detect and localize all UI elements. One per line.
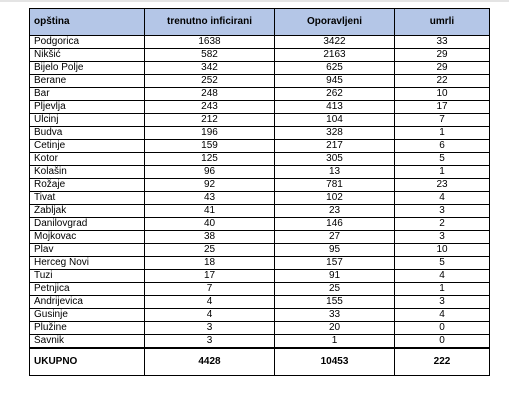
- deaths-cell: 29: [395, 49, 490, 62]
- currently-infected-cell: 248: [145, 88, 275, 101]
- deaths-cell: 23: [395, 179, 490, 192]
- recovered-cell: 91: [275, 270, 395, 283]
- table-row: [30, 283, 490, 296]
- table-row: [30, 36, 490, 49]
- recovered-cell: 157: [275, 257, 395, 270]
- municipality-cell: Kolašin: [30, 166, 145, 179]
- deaths-cell: 7: [395, 114, 490, 127]
- deaths-cell: 6: [395, 140, 490, 153]
- recovered-cell: 2163: [275, 49, 395, 62]
- recovered-cell: 25: [275, 283, 395, 296]
- table-row: [30, 257, 490, 270]
- deaths-cell: 3: [395, 231, 490, 244]
- currently-infected-cell: 41: [145, 205, 275, 218]
- currently-infected-cell: 92: [145, 179, 275, 192]
- deaths-cell: 3: [395, 296, 490, 309]
- table-row: [30, 218, 490, 231]
- currently-infected-cell: 38: [145, 231, 275, 244]
- municipality-cell: Danilovgrad: [30, 218, 145, 231]
- table-row: [30, 75, 490, 88]
- table-row: [30, 192, 490, 205]
- table-row: [30, 101, 490, 114]
- recovered-cell: 1: [275, 335, 395, 349]
- deaths-cell: 1: [395, 166, 490, 179]
- header-recovered: Oporavljeni: [275, 9, 395, 36]
- municipality-cell: Budva: [30, 127, 145, 140]
- deaths-cell: 4: [395, 270, 490, 283]
- total-recovered: 10453: [275, 348, 395, 376]
- recovered-cell: 945: [275, 75, 395, 88]
- municipality-cell: Mojkovac: [30, 231, 145, 244]
- currently-infected-cell: 582: [145, 49, 275, 62]
- deaths-cell: 4: [395, 192, 490, 205]
- deaths-cell: 5: [395, 257, 490, 270]
- table-row: [30, 153, 490, 166]
- municipality-cell: Rožaje: [30, 179, 145, 192]
- municipality-cell: Kotor: [30, 153, 145, 166]
- deaths-cell: 17: [395, 101, 490, 114]
- currently-infected-cell: 243: [145, 101, 275, 114]
- municipality-cell: Gusinje: [30, 309, 145, 322]
- table-row: [30, 205, 490, 218]
- currently-infected-cell: 125: [145, 153, 275, 166]
- total-row: [30, 348, 490, 376]
- recovered-cell: 33: [275, 309, 395, 322]
- recovered-cell: 155: [275, 296, 395, 309]
- recovered-cell: 305: [275, 153, 395, 166]
- municipality-cell: Tivat: [30, 192, 145, 205]
- currently-infected-cell: 7: [145, 283, 275, 296]
- table-row: [30, 270, 490, 283]
- deaths-cell: 33: [395, 36, 490, 49]
- municipality-cell: Bijelo Polje: [30, 62, 145, 75]
- covid-stats-table: [29, 8, 490, 376]
- deaths-cell: 0: [395, 335, 490, 349]
- currently-infected-cell: 3: [145, 322, 275, 335]
- currently-infected-cell: 25: [145, 244, 275, 257]
- municipality-cell: Žabljak: [30, 205, 145, 218]
- table-row: [30, 140, 490, 153]
- municipality-cell: Petnjica: [30, 283, 145, 296]
- recovered-cell: 23: [275, 205, 395, 218]
- deaths-cell: 22: [395, 75, 490, 88]
- currently-infected-cell: 3: [145, 335, 275, 349]
- recovered-cell: 262: [275, 88, 395, 101]
- recovered-cell: 146: [275, 218, 395, 231]
- municipality-cell: Cetinje: [30, 140, 145, 153]
- total-label: UKUPNO: [30, 348, 145, 376]
- deaths-cell: 1: [395, 283, 490, 296]
- recovered-cell: 102: [275, 192, 395, 205]
- municipality-cell: Berane: [30, 75, 145, 88]
- municipality-cell: Ulcinj: [30, 114, 145, 127]
- deaths-cell: 5: [395, 153, 490, 166]
- total-deaths: 222: [395, 348, 490, 376]
- municipality-cell: Plav: [30, 244, 145, 257]
- recovered-cell: 104: [275, 114, 395, 127]
- header-row: [30, 9, 490, 36]
- deaths-cell: 10: [395, 244, 490, 257]
- currently-infected-cell: 40: [145, 218, 275, 231]
- table-row: [30, 88, 490, 101]
- municipality-cell: Herceg Novi: [30, 257, 145, 270]
- municipality-cell: Šavnik: [30, 335, 145, 349]
- currently-infected-cell: 17: [145, 270, 275, 283]
- table-row: [30, 296, 490, 309]
- header-municipality: opština: [30, 9, 145, 36]
- currently-infected-cell: 196: [145, 127, 275, 140]
- deaths-cell: 1: [395, 127, 490, 140]
- currently-infected-cell: 4: [145, 309, 275, 322]
- recovered-cell: 413: [275, 101, 395, 114]
- recovered-cell: 95: [275, 244, 395, 257]
- recovered-cell: 13: [275, 166, 395, 179]
- recovered-cell: 217: [275, 140, 395, 153]
- municipality-cell: Andrijevica: [30, 296, 145, 309]
- table-row: [30, 49, 490, 62]
- deaths-cell: 10: [395, 88, 490, 101]
- municipality-cell: Bar: [30, 88, 145, 101]
- currently-infected-cell: 1638: [145, 36, 275, 49]
- table-row: [30, 309, 490, 322]
- deaths-cell: 0: [395, 322, 490, 335]
- currently-infected-cell: 4: [145, 296, 275, 309]
- recovered-cell: 781: [275, 179, 395, 192]
- municipality-cell: Nikšić: [30, 49, 145, 62]
- table-row: [30, 127, 490, 140]
- table-row: [30, 335, 490, 349]
- table-row: [30, 231, 490, 244]
- table-row: [30, 244, 490, 257]
- municipality-cell: Pljevlja: [30, 101, 145, 114]
- currently-infected-cell: 159: [145, 140, 275, 153]
- table-row: [30, 114, 490, 127]
- currently-infected-cell: 18: [145, 257, 275, 270]
- total-currently-infected: 4428: [145, 348, 275, 376]
- recovered-cell: 20: [275, 322, 395, 335]
- deaths-cell: 2: [395, 218, 490, 231]
- table-row: [30, 62, 490, 75]
- currently-infected-cell: 43: [145, 192, 275, 205]
- currently-infected-cell: 252: [145, 75, 275, 88]
- currently-infected-cell: 96: [145, 166, 275, 179]
- municipality-cell: Tuzi: [30, 270, 145, 283]
- currently-infected-cell: 212: [145, 114, 275, 127]
- recovered-cell: 27: [275, 231, 395, 244]
- recovered-cell: 625: [275, 62, 395, 75]
- recovered-cell: 328: [275, 127, 395, 140]
- deaths-cell: 29: [395, 62, 490, 75]
- table-row: [30, 179, 490, 192]
- header-currently-infected: trenutno inficirani: [145, 9, 275, 36]
- municipality-cell: Podgorica: [30, 36, 145, 49]
- table-row: [30, 322, 490, 335]
- deaths-cell: 3: [395, 205, 490, 218]
- header-deaths: umrli: [395, 9, 490, 36]
- municipality-cell: Plužine: [30, 322, 145, 335]
- deaths-cell: 4: [395, 309, 490, 322]
- currently-infected-cell: 342: [145, 62, 275, 75]
- table-row: [30, 166, 490, 179]
- top-divider: [0, 0, 509, 2]
- recovered-cell: 3422: [275, 36, 395, 49]
